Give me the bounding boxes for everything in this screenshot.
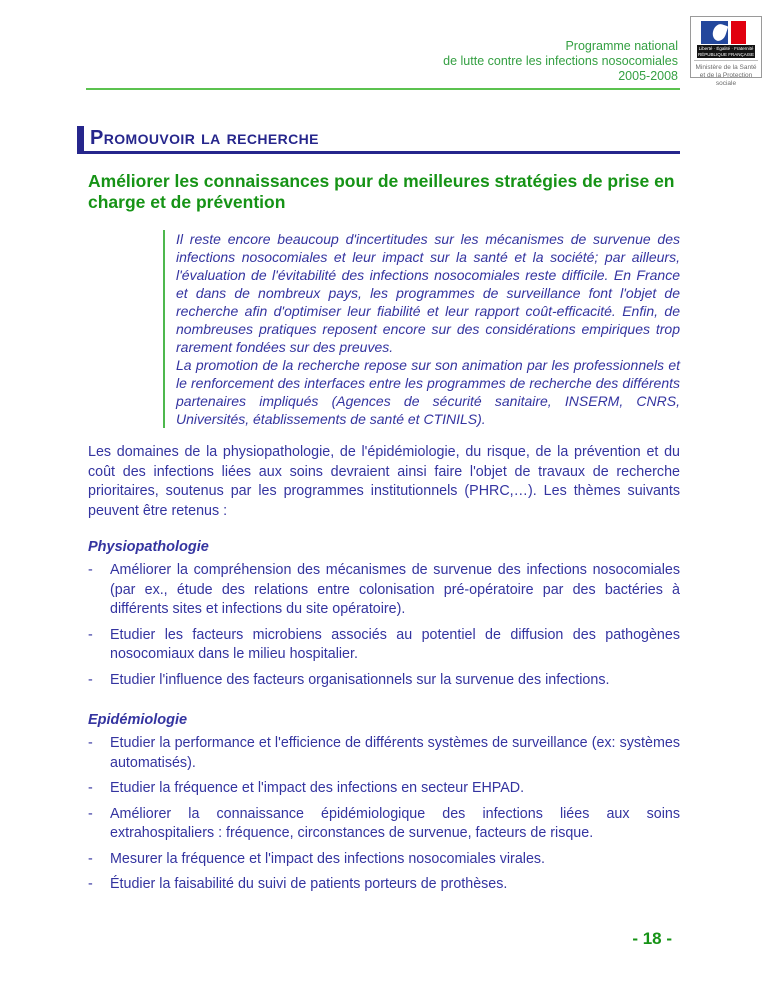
section-heading-physiopathologie: Physiopathologie xyxy=(88,539,209,555)
list-item xyxy=(88,626,680,665)
motto-line2: RÉPUBLIQUE FRANÇAISE xyxy=(697,51,754,57)
page-title: Promouvoir la recherche xyxy=(90,127,319,149)
epidemiologie-list xyxy=(88,734,680,895)
list-item xyxy=(88,561,680,620)
section-heading-epidemiologie: Epidémiologie xyxy=(88,712,188,728)
ministry-logo xyxy=(690,16,762,87)
program-title xyxy=(443,39,678,84)
french-flag-marianne-icon xyxy=(701,21,751,44)
list-item xyxy=(88,779,680,799)
program-title-line1: Programme national xyxy=(565,39,678,53)
bullet-text: Etudier l'influence des facteurs organisationnels sur la survenue des infections. xyxy=(110,671,610,688)
program-title-line3: 2005-2008 xyxy=(618,69,678,83)
list-item xyxy=(88,805,680,844)
flag-red-panel xyxy=(731,21,746,44)
bullet-text: Améliorer la compréhension des mécanismes de survenue des infections nosocomiales (par ex., étude des relations entre colonisation pré-opératoire par des bactéries à différents sites et infections du site opératoire). xyxy=(110,562,680,617)
bullet-dash: - xyxy=(88,876,93,892)
physiopathologie-list xyxy=(88,561,680,690)
bullet-text: Améliorer la connaissance épidémiologique des infections liées aux soins extrahospitaliers : fréquence, circonstances de survenue, facteurs de risque. xyxy=(110,805,680,841)
bullet-dash: - xyxy=(88,805,93,822)
bullet-dash: - xyxy=(88,850,93,867)
bullet-dash: - xyxy=(88,780,93,796)
bullet-text: Etudier les facteurs microbiens associés au potentiel de diffusion des pathogènes nosocomiaux dans le milieu hospitalier. xyxy=(110,626,680,662)
intro-quote xyxy=(163,230,680,428)
bullet-dash: - xyxy=(88,626,93,643)
list-item xyxy=(88,671,680,691)
program-title-line2: de lutte contre les infections nosocomiales xyxy=(443,54,678,68)
bullet-text: Etudier la performance et l'efficience de différents systèmes de surveillance (ex: systèmes automatisés). xyxy=(110,735,680,771)
bullet-dash: - xyxy=(88,735,93,751)
bullet-text: Mesurer la fréquence et l'impact des infections nosocomiales virales. xyxy=(110,850,546,867)
bullet-text: Etudier la fréquence et l'impact des infections en secteur EHPAD. xyxy=(110,780,525,796)
bullet-text: Étudier la faisabilité du suivi de patients porteurs de prothèses. xyxy=(110,876,508,892)
page-number: - 18 - xyxy=(632,929,672,948)
list-item xyxy=(88,875,680,895)
bullet-dash: - xyxy=(88,562,93,578)
section-title-block xyxy=(77,126,680,154)
republique-motto xyxy=(697,45,755,58)
quote-paragraph-2: La promotion de la recherche repose sur son animation par les professionnels et le renforcement des interfaces entre les programmes de recherche des différents partenaires impliqués (Agences de sécurité sanitaire, INSERM, CNRS, Universités, établissements de santé et CTINILS). xyxy=(176,357,680,427)
quote-paragraph-1: Il reste encore beaucoup d'incertitudes sur les mécanismes de survenue des infections nosocomiales et leur impact sur la santé et la société; par ailleurs, l'évaluation de l'évitabilité des infections nosocomiales reste difficile. En France et dans de nombreux pays, les programmes de surveillance font l'objet de recherche afin d'optimiser leur fiabilité et leur rapport coût-efficacité. Enfin, de nombreuses pratiques reposent encore sur des considérations empiriques trop rarement fondées sur des preuves. xyxy=(176,231,680,355)
flag-blue-panel xyxy=(701,21,728,44)
ministry-line2: et de la Protection sociale xyxy=(699,72,753,87)
lead-paragraph: Les domaines de la physiopathologie, de l'épidémiologie, du risque, de la prévention et du coût des infections liées aux soins devraient ainsi faire l'objet de travaux de recherche prioritaires, soutenus par les programmes institutionnels (PHRC,…). Les thèmes suivants peuvent être retenus : xyxy=(88,444,680,519)
list-item xyxy=(88,734,680,773)
motto-line1: Liberté · Égalité · Fraternité xyxy=(698,46,754,51)
ministry-name xyxy=(694,60,758,88)
list-item xyxy=(88,850,680,870)
subtitle: Améliorer les connaissances pour de meilleures stratégies de prise en charge et de prévention xyxy=(88,171,675,212)
header-green-rule xyxy=(86,88,680,90)
bullet-dash: - xyxy=(88,671,93,688)
ministry-line1: Ministère de la Santé xyxy=(695,64,757,71)
